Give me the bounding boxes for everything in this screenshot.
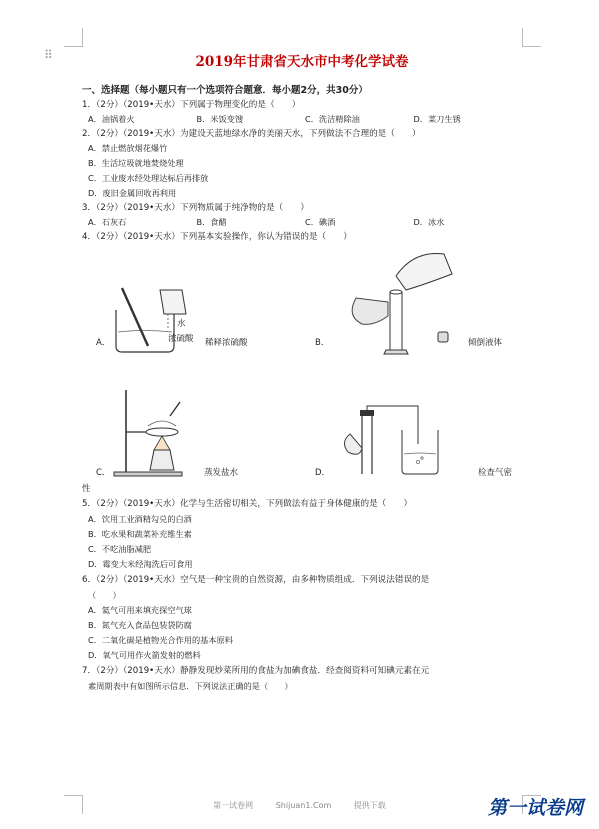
footer-site-name: 第一试卷网 bbox=[213, 801, 254, 810]
option: C．工业废水经处理达标后再排放 bbox=[88, 173, 209, 183]
option: B．米饭变馊 bbox=[196, 114, 244, 124]
section-heading: 一、选择题（每小题只有一个选项符合题意．每小题2分，共30分） bbox=[82, 85, 368, 96]
option: B．食醋 bbox=[196, 217, 227, 227]
option: B．吃水果和蔬菜补充维生素 bbox=[88, 529, 192, 539]
option: D．霉变大米经淘洗后可食用 bbox=[88, 559, 193, 569]
figure-a-letter: A． bbox=[96, 338, 111, 348]
figure-c-letter: C． bbox=[96, 468, 111, 478]
figure-d-caption-wrap: 性 bbox=[82, 484, 91, 494]
question-5-stem: 5．（2分）（2019•天水）化学与生活密切相关，下列做法有益于身体健康的是（ ） bbox=[82, 499, 413, 509]
option: D．氧气可用作火箭发射的燃料 bbox=[88, 650, 201, 660]
option: A．氦气可用来填充探空气球 bbox=[88, 605, 192, 615]
crop-mark-top-right bbox=[522, 28, 541, 47]
question-7-stem-wrap: 素周期表中有如图所示信息．下列说法正确的是（ ） bbox=[88, 681, 293, 691]
drag-handle-icon[interactable]: ⠿ bbox=[44, 48, 52, 62]
figure-a-caption: 稀释浓硫酸 bbox=[205, 338, 248, 348]
option: D．冰水 bbox=[413, 217, 445, 227]
option: B．氮气充入食品包装袋防腐 bbox=[88, 620, 192, 630]
crop-mark-top-left bbox=[64, 28, 83, 47]
evaporate-brine-illustration bbox=[110, 386, 188, 478]
figure-d-caption: 检查气密 bbox=[478, 468, 513, 478]
check-airtightness-illustration bbox=[332, 404, 452, 480]
option: C．洗洁精除油 bbox=[305, 114, 360, 124]
site-logo: 第一试卷网 bbox=[487, 797, 583, 819]
footer-download-text: 提供下载 bbox=[353, 801, 386, 810]
question-3-options bbox=[82, 215, 522, 230]
option: C．不吃油脂减肥 bbox=[88, 544, 152, 554]
option: C．二氧化碳是植物光合作用的基本原料 bbox=[88, 635, 233, 645]
question-4-stem: 4．（2分）（2019•天水）下列基本实验操作，你认为错误的是（ ） bbox=[82, 232, 352, 242]
figure-b-letter: B． bbox=[315, 338, 330, 348]
footer-site-url[interactable]: Shijuan1.Com bbox=[275, 801, 332, 810]
option: A．石灰石 bbox=[88, 217, 127, 227]
question-3-stem: 3．（2分）（2019•天水）下列物质属于纯净物的是（ ） bbox=[82, 203, 309, 213]
label-conc-acid: 浓硫酸 bbox=[168, 334, 194, 344]
figure-c-caption: 蒸发盐水 bbox=[204, 468, 239, 478]
pour-liquid-illustration bbox=[326, 246, 456, 364]
question-7-stem: 7．（2分）（2019•天水）静静发现炒菜所用的食盐为加碘食盐．经查阅资料可知碘元素在元 bbox=[82, 666, 430, 676]
figure-d-letter: D． bbox=[315, 468, 331, 478]
option: A．饮用工业酒精勾兑的白酒 bbox=[88, 514, 192, 524]
option: A．禁止燃放烟花爆竹 bbox=[88, 143, 168, 153]
option: D．菜刀生锈 bbox=[413, 114, 461, 124]
option: D．废旧金属回收再利用 bbox=[88, 188, 177, 198]
document-body bbox=[82, 48, 522, 694]
option: B．生活垃圾就地焚烧处理 bbox=[88, 158, 184, 168]
question-2-stem: 2．（2分）（2019•天水）为建设天蓝地绿水净的美丽天水，下列做法不合理的是（ ） bbox=[82, 129, 421, 139]
question-6-stem-wrap: （ ） bbox=[88, 590, 121, 600]
question-1-stem: 1．（2分）（2019•天水）下列属于物理变化的是（ ） bbox=[82, 100, 301, 110]
question-6-stem: 6．（2分）（2019•天水）空气是一种宝贵的自然资源，由多种物质组成．下列说法错误的是 bbox=[82, 575, 430, 585]
question-1-options bbox=[82, 112, 522, 127]
page-title: 2019年甘肃省天水市中考化学试卷 bbox=[195, 54, 409, 70]
label-water: 水 bbox=[177, 319, 186, 329]
figure-b-caption: 倾倒液体 bbox=[468, 338, 503, 348]
option: C．碘酒 bbox=[305, 217, 336, 227]
question-4-figures bbox=[82, 244, 522, 496]
option: A．油锅着火 bbox=[88, 114, 135, 124]
